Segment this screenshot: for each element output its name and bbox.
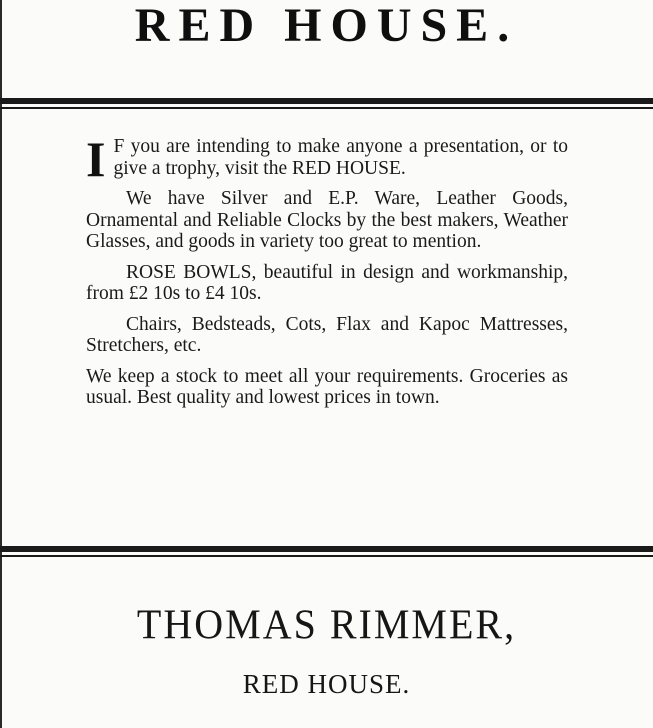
advert-heading: RED HOUSE. [134, 0, 519, 52]
advert-body [86, 131, 568, 418]
paragraph-goods: We have Silver and E.P. Ware, Leather Goods, Ornamental and Reliable Clocks by the best makers, Weather Glasses, and goods in variety too great to mention. [86, 188, 568, 252]
top-rule [0, 98, 653, 109]
top-rule-thick [0, 98, 653, 104]
drop-cap: I [86, 131, 106, 187]
intro-text: F you are intending to make anyone a presentation, or to give a trophy, visit the RED HOUSE. [113, 136, 568, 179]
top-rule-thin [0, 107, 653, 109]
signature-name: THOMAS RIMMER, [136, 600, 517, 649]
bottom-rule-thick [0, 546, 653, 552]
bottom-rule [0, 546, 653, 557]
paragraph-closing: We keep a stock to meet all your requirements. Groceries as usual. Best quality and lowest prices in town. [86, 365, 568, 408]
bottom-rule-thin [0, 555, 653, 557]
paragraph-furniture: Chairs, Bedsteads, Cots, Flax and Kapoc Mattresses, Stretchers, etc. [86, 313, 568, 356]
paragraph-rose-bowls: ROSE BOWLS, beautiful in design and workmanship, from £2 10s to £4 10s. [86, 261, 568, 304]
intro-paragraph [86, 131, 568, 187]
signature-place: RED HOUSE. [242, 669, 411, 699]
